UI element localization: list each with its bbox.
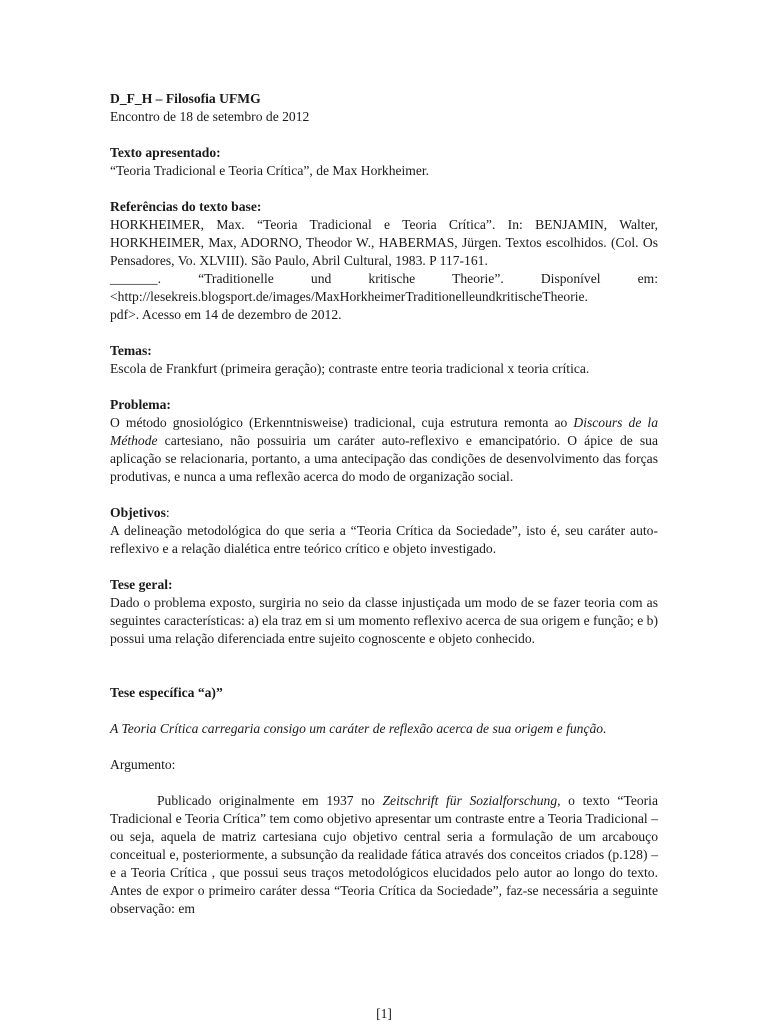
- texto-heading: Texto apresentado:: [110, 145, 221, 160]
- problema-text-1: O método gnosiológico (Erkenntnisweise) tradicional, cuja estrutura remonta ao: [110, 415, 574, 430]
- tese-a-heading: Tese específica “a)”: [110, 685, 223, 700]
- argumento-paragraph: [110, 792, 658, 918]
- tese-geral-body: Dado o problema exposto, surgiria no seio da classe injustiçada um modo de se fazer teoria com as seguintes características: a) ela traz em si um momento reflexivo acerca de sua origem e função; e b) possui uma relação diferenciada entre sujeito cognoscente e objeto conhecido.: [110, 595, 658, 646]
- journal-title: Zeitschrift für Sozialforschung: [382, 793, 558, 808]
- texto-body: “Teoria Tradicional e Teoria Crítica”, de Max Horkheimer.: [110, 163, 430, 178]
- tese-a-thesis: A Teoria Crítica carregaria consigo um caráter de reflexão acerca de sua origem e função.: [110, 721, 607, 736]
- temas-heading: Temas:: [110, 343, 152, 358]
- reference-2-line-1: _______. “Traditionelle und kritische Theorie”. Disponível em:: [110, 271, 658, 286]
- objetivos-body: A delineação metodológica do que seria a “Teoria Crítica da Sociedade”, isto é, seu caráter auto-reflexivo e a relação dialética entre teórico crítico e objeto investigado.: [110, 523, 658, 556]
- temas-body: Escola de Frankfurt (primeira geração); contraste entre teoria tradicional x teoria crítica.: [110, 361, 590, 376]
- objetivos-heading: Objetivos: [110, 505, 166, 520]
- referencias-heading: Referências do texto base:: [110, 199, 262, 214]
- reference-1: HORKHEIMER, Max. “Teoria Tradicional e Teoria Crítica”. In: BENJAMIN, Walter, HORKHEIMER, Max, ADORNO, Theodor W., HABERMAS, Jürgen. Textos escolhidos. (Col. Os Pensadores, Vo. XLVIII). São Paulo, Abril Cultural, 1983. P 117-161.: [110, 217, 658, 268]
- objetivos-colon: :: [165, 505, 170, 520]
- document-body: [110, 90, 658, 918]
- problema-heading: Problema:: [110, 397, 171, 412]
- problema-body: [110, 414, 658, 486]
- document-title: D_F_H – Filosofia UFMG: [110, 91, 261, 106]
- objetivos-heading-line: [110, 504, 658, 522]
- tese-geral-heading: Tese geral:: [110, 577, 173, 592]
- argumento-text-1: Publicado originalmente em 1937 no: [157, 793, 383, 808]
- page-number: [1]: [376, 1006, 392, 1021]
- argumento-text-2: , o texto “Teoria Tradicional e Teoria Crítica” tem como objetivo apresentar um contraste entre a Teoria Tradicional – ou seja, aquela de matriz cartesiana cujo objetivo central seria a formulação de um arcabouço conceitual e, posteriormente, a subsunção da realidade fática através dos conceitos criados (p.128) – e a Teoria Crítica , que possui seus traços metodológicos elucidados pelo autor ao longo do texto. Antes de expor o primeiro caráter dessa “Teoria Crítica da Sociedade”, faz-se necessária a seguinte observação: em: [110, 793, 658, 916]
- argumento-label: Argumento:: [110, 757, 176, 772]
- problema-text-2: cartesiano, não possuiria um caráter auto-reflexivo e emancipatório. O ápice de sua aplicação se relacionaria, portanto, a uma antecipação das condições de desenvolvimento das forças produtivas, e nunca a uma reflexão acerca do modo de organização social.: [110, 433, 658, 484]
- reference-2-access: pdf>. Acesso em 14 de dezembro de 2012.: [110, 307, 342, 322]
- meeting-date: Encontro de 18 de setembro de 2012: [110, 109, 310, 124]
- problema-book-title: Discours de la Méthode: [110, 415, 658, 448]
- reference-2-url: <http://lesekreis.blogsport.de/images/MaxHorkheimerTraditionelleundkritischeTheorie.: [110, 289, 588, 304]
